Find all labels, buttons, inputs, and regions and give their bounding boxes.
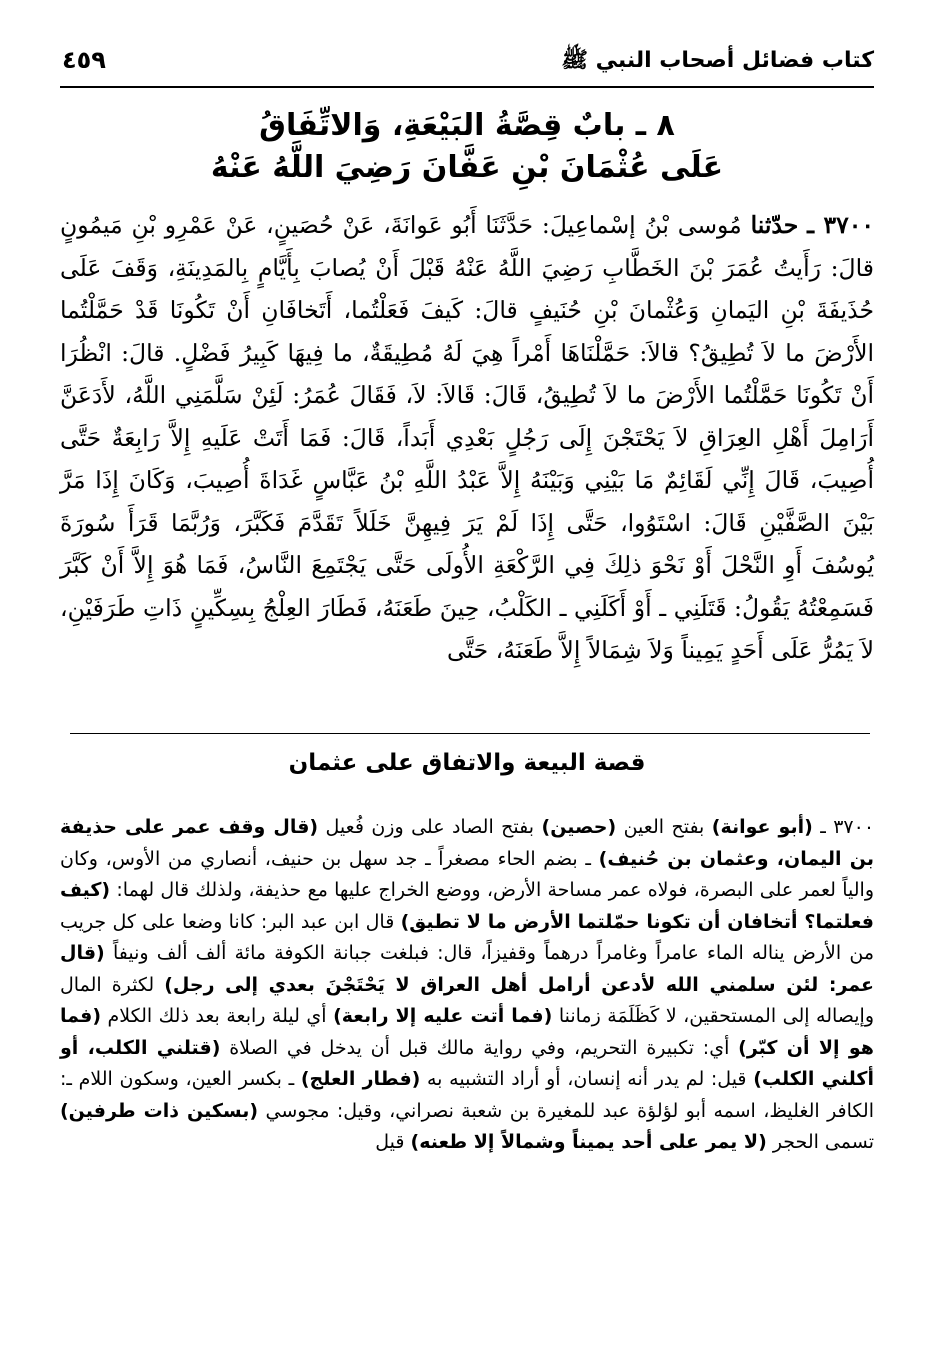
commentary-title: قصة البيعة والاتفاق على عثمان	[288, 750, 646, 776]
commentary-segment: لكثرة المال وإيصاله إلى المستحقين، لا كَظَلَمَة زماننا	[60, 973, 874, 1027]
commentary-segment: ٣٧٠٠ ـ	[820, 816, 875, 838]
commentary-highlight: (أبو عوانة)	[711, 816, 813, 838]
commentary-segment: قيل: لم يدر أنه إنسان، أو أراد التشبيه به	[427, 1068, 747, 1090]
footnote-divider	[70, 733, 870, 734]
commentary-highlight: (قال وقف عمر على حذيفة بن اليمان، وعثمان بن حُنيف)	[60, 816, 874, 870]
commentary-highlight: (قال عمر: لئن سلمني الله لأدعن أرامل أهل العراق لا يَحْتَجْنَ بعدي إلى رجل)	[60, 942, 874, 996]
running-header	[60, 40, 874, 90]
page-number: ٤٥٩	[62, 46, 106, 74]
commentary-highlight: (بسكين ذات طرفين)	[60, 1099, 259, 1122]
hadith-number: ٣٧٠٠ ـ	[807, 211, 874, 239]
commentary-highlight: (فما أتت عليه إلا رابعة)	[333, 1005, 553, 1027]
commentary-highlight: (حصين)	[541, 816, 617, 838]
commentary-segment: قيل	[375, 1131, 405, 1153]
commentary-segment: ـ بكسر العين، وسكون اللام ـ: الكافر الغليظ، اسمه أبو لؤلؤة عبد للمغيرة بن شعبة نصراني، وقيل: مجوسي	[60, 1068, 874, 1122]
chapter-title-line-2: عَلَى عُثْمَانَ بْنِ عَفَّانَ رَضِيَ اللَّهُ عَنْهُ	[210, 150, 724, 185]
commentary-highlight: (قتلني الكلب، أو أكلني الكلب)	[60, 1036, 874, 1090]
hadith-body: مُوسى بْنُ إسْماعِيلَ: حَدَّثَنَا أَبُو عَوانَةَ، عَنْ حُصَينٍ، عَنْ عَمْرِو بْنِ مَيمُونٍ قالَ: رَأَيتُ عُمَرَ بْنَ الخَطَّابِ رَضِيَ اللَّهُ عَنْهُ قَبْلَ أَنْ يُصابَ بِأَيَّامٍ بِالمَدِينَةِ، وَقَفَ عَلَى حُذَيفَةَ بْنِ اليَمانِ وَعُثْمانَ بْنِ حُنَيفٍ قالَ: كَيفَ فَعَلْتُما، أَتَخافَانِ أَنْ تَكُونَا قَدْ حَمَّلْتُما الأَرْضَ ما لاَ تُطِيقُ؟ قالاَ: حَمَّلْنَاهَا أَمْراً هِيَ لَهُ مُطِيقَةٌ، ما فِيهَا كَبِيرُ فَضْلٍ. قالَ: انْظُرَا أَنْ تَكُونَا حَمَّلْتُما الأَرْضَ ما لاَ تُطِيقُ، قَالَ: قَالاَ: لاَ، فَقَالَ عُمَرُ: لَئِنْ سَلَّمَنِي اللَّهُ، لأَدَعَنَّ أَرَامِلَ أَهْلِ العِرَاقِ لاَ يَحْتَجْنَ إِلَى رَجُلٍ بَعْدِي أَبَداً، قَالَ: فَمَا أَتَتْ عَلَيهِ إِلاَّ رَابِعَةٌ حَتَّى أُصِيبَ، قَالَ إِنِّي لَقَائِمٌ مَا بَيْنِي وَبَيْنَهُ إِلاَّ عَبْدُ اللَّهِ بْنُ عَبَّاسٍ غَدَاةَ أُصِيبَ، وَكَانَ إِذَا مَرَّ بَيْنَ الصَّفَّيْنِ قَالَ: اسْتَوُوا، حَتَّى إِذَا لَمْ يَرَ فِيهِنَّ خَلَلاً تَقَدَّمَ فَكَبَّرَ، وَرُبَّمَا قَرَأَ سُورَةَ يُوسُفَ أَوِ النَّحْلَ أَوْ نَحْوَ ذلِكَ فِي الرَّكْعَةِ الأُولَى حَتَّى يَجْتَمِعَ النَّاسُ، فَمَا هُوَ إِلاَّ أَنْ كَبَّرَ فَسَمِعْتُهُ يَقُولُ: قَتَلَنِي ـ أَوْ أَكَلَنِي ـ الكَلْبُ، حِينَ طَعَنَهُ، فَطَارَ العِلْجُ بِسِكِّينٍ ذَاتِ طَرَفَيْنِ، لاَ يَمُرُّ عَلَى أَحَدٍ يَمِيناً وَلاَ شِمَالاً إِلاَّ طَعَنَهُ، حَتَّى	[60, 211, 874, 664]
chapter-title-line-1: ٨ ـ بابٌ قِصَّةُ البَيْعَةِ، وَالاتِّفَاقُ	[259, 108, 675, 143]
header-rule	[60, 86, 874, 88]
commentary-highlight: (لا يمر على أحد يميناً وشمالاً إلا طعنه)	[410, 1131, 767, 1153]
haddathana-word: حدّثنا	[750, 211, 799, 239]
commentary-segment: قال ابن عبد البر: كانا وضعا على كل جريب من الأرض يناله الماء عامراً وغامراً درهماً وقفيزاً، قال: فبلغت جبانة الكوفة مائة ألف ألف ونيفاً	[60, 910, 874, 964]
commentary-segment: تسمى الحجر	[772, 1131, 874, 1153]
commentary-highlight: (كيف فعلتما؟ أتخافان أن تكونا حمّلتما الأرض ما لا تطيق)	[60, 879, 874, 933]
commentary-segment: ـ بضم الحاء مصغراً ـ جد سهل بن حنيف، أنصاري من الأوس، وكان والياً لعمر على البصرة، فولاه عمر مساحة الأرض، ووضع الخراج عليها مع حذيفة، ولذلك قال لهما:	[60, 847, 874, 901]
commentary-segment: بفتح العين	[623, 816, 705, 838]
commentary-segment: أي ليلة رابعة بعد ذلك الكلام	[107, 1005, 327, 1027]
commentary-segment: أي: تكبيرة التحريم، وفي رواية مالك قبل أن يدخل في الصلاة	[229, 1036, 730, 1059]
commentary-highlight: (فطار العلج)	[300, 1068, 421, 1090]
commentary-segment: بفتح الصاد على وزن فُعيل	[325, 816, 535, 838]
hadith-text	[60, 204, 874, 672]
book-title: كتاب فضائل أصحاب النبي ﷺ	[561, 48, 874, 73]
commentary-text	[60, 812, 874, 1159]
commentary-highlight: (فما هو إلا أن كبّر)	[60, 1005, 874, 1059]
